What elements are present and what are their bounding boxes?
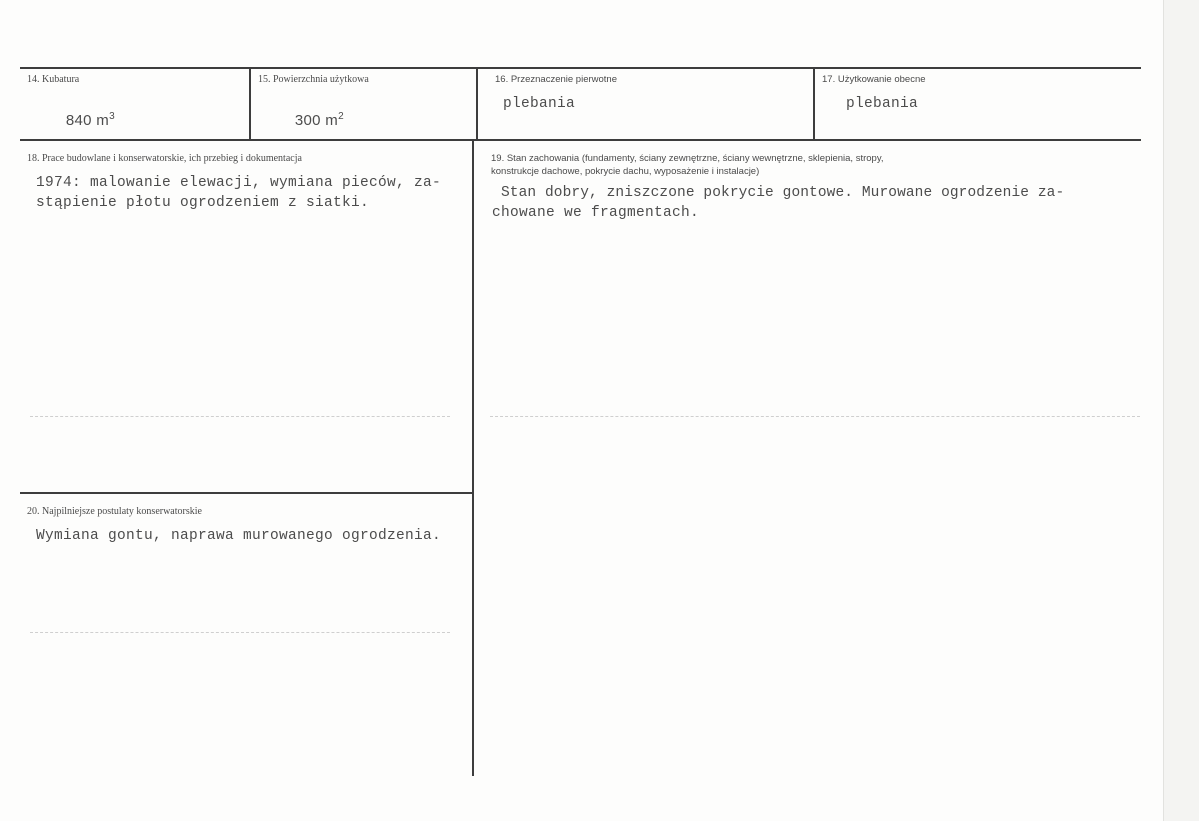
field-19-label-line-1: 19. Stan zachowania (fundamenty, ściany zewnętrzne, ściany wewnętrzne, sklepienia, stropy, [491, 153, 884, 164]
show-through-line [30, 632, 450, 634]
field-20-line-1: Wymiana gontu, naprawa murowanego ogrodzenia. [36, 528, 442, 544]
field-15-value: 300 $m^2$ [294, 111, 344, 129]
col-divider-15-16 [476, 68, 478, 140]
page-edge [1163, 0, 1199, 821]
field-16-value: plebania [503, 96, 576, 112]
show-through-line [30, 416, 450, 418]
col-divider-16-17 [813, 68, 815, 140]
field-20-label: 20. Najpilniejsze postulaty konserwatorskie [27, 506, 202, 517]
field-18-line-1: 1974: malowanie elewacji, wymiana pieców, za- [36, 175, 442, 191]
field-17-label: 17. Użytkowanie obecne [822, 74, 926, 85]
col-divider-main [472, 140, 474, 776]
row-rule-2 [20, 492, 472, 494]
field-19-line-1: Stan dobry, zniszczone pokrycie gontowe. Murowane ogrodzenie za- [501, 185, 1065, 201]
field-18-label: 18. Prace budowlane i konserwatorskie, ich przebieg i dokumentacja [27, 153, 302, 164]
field-18-line-2: stąpienie płotu ogrodzeniem z siatki. [36, 195, 370, 211]
show-through-line [490, 416, 1140, 418]
field-16-label: 16. Przeznaczenie pierwotne [495, 74, 617, 85]
field-15-label: 15. Powierzchnia użytkowa [258, 74, 369, 85]
top-rule [20, 67, 1141, 69]
field-19-line-2: chowane we fragmentach. [492, 205, 700, 221]
row-rule-1 [20, 139, 1141, 141]
col-divider-14-15 [249, 68, 251, 140]
field-17-value: plebania [846, 96, 919, 112]
field-19-label-line-2: konstrukcje dachowe, pokrycie dachu, wyposażenie i instalacje) [491, 166, 760, 177]
field-14-value: 840 $m^3$ [65, 111, 115, 129]
field-14-label: 14. Kubatura [27, 74, 80, 85]
